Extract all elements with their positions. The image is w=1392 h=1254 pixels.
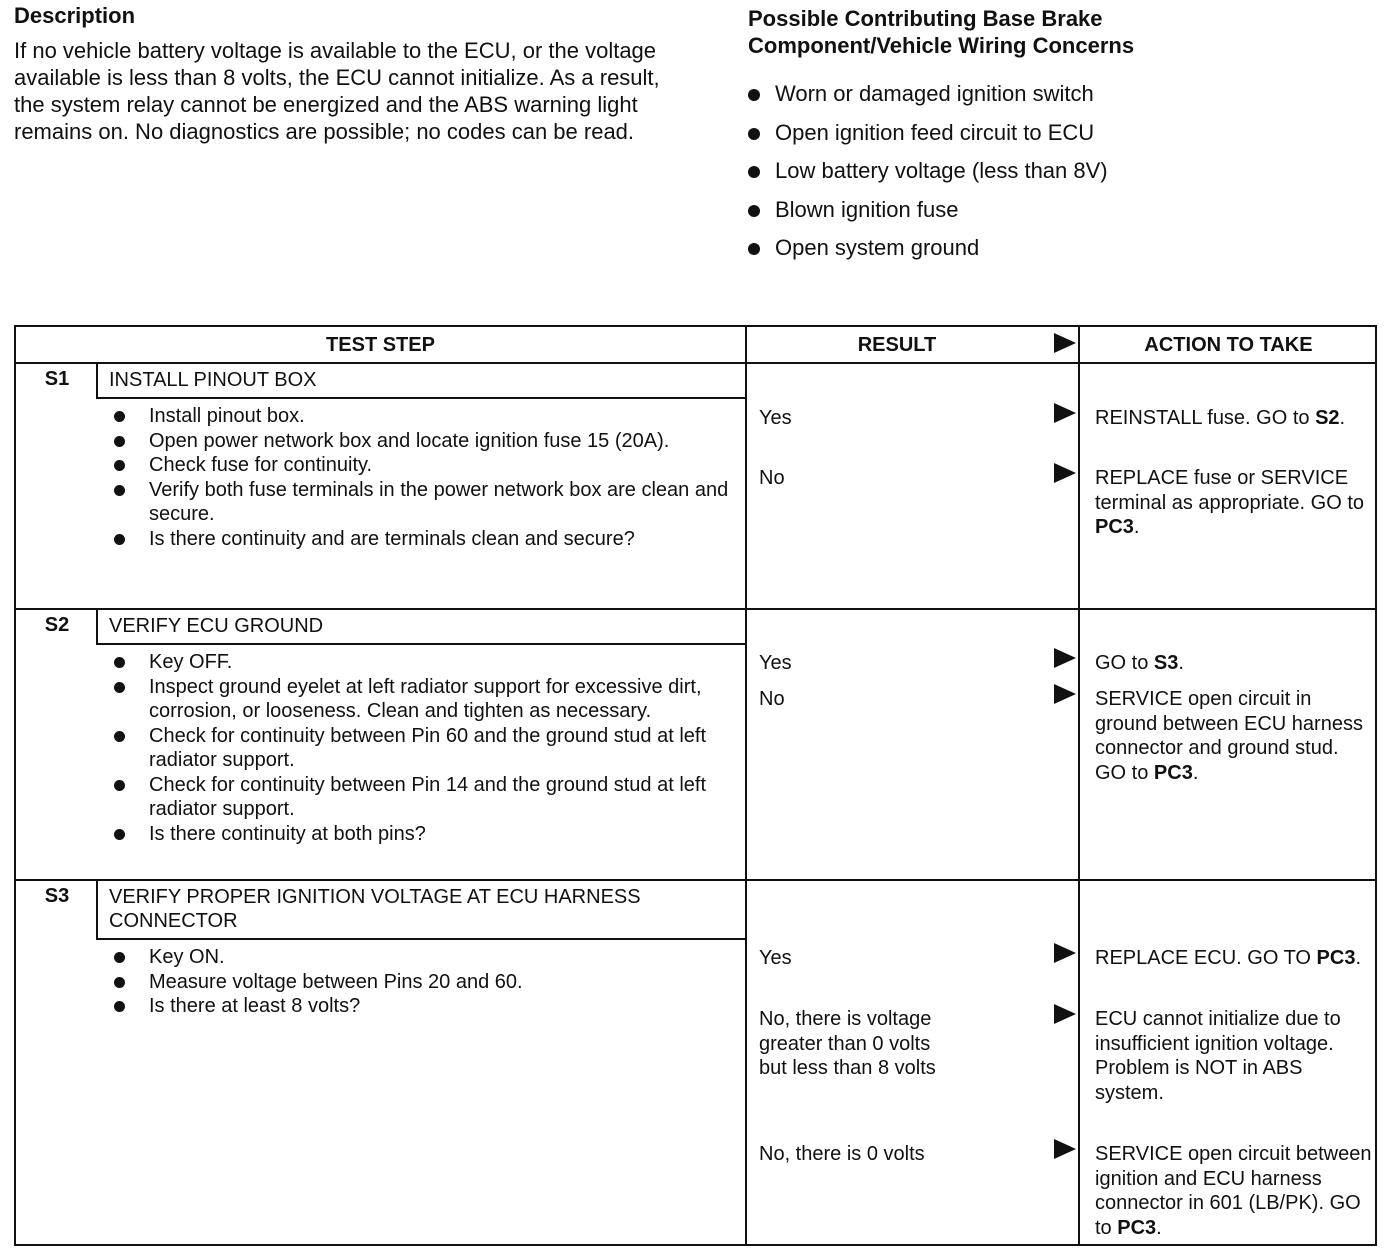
result-text: No — [759, 467, 785, 489]
action-body: REPLACE ECU. GO TO — [1095, 947, 1317, 969]
result-text: No — [759, 688, 785, 710]
step-bullet — [109, 970, 729, 995]
concern-item — [748, 152, 1368, 191]
bullet-text: Key OFF. — [149, 651, 233, 673]
test-step-table — [14, 325, 1377, 1246]
step-title: VERIFY PROPER IGNITION VOLTAGE AT ECU HARNESS CONNECTOR — [109, 886, 641, 932]
bullet-icon — [748, 166, 760, 178]
arrow-right-icon — [1054, 403, 1076, 423]
arrow-right-icon — [1054, 684, 1076, 704]
step-number: S1 — [44, 368, 70, 390]
step-bullet — [109, 724, 729, 773]
action-ref: S2 — [1315, 407, 1340, 429]
action-text — [1095, 651, 1375, 676]
concern-text: Low battery voltage (less than 8V) — [775, 158, 1108, 183]
bullet-text: Verify both fuse terminals in the power network box are clean and secure. — [149, 478, 729, 525]
step-bullets — [109, 404, 729, 551]
bullet-text: Is there continuity and are terminals clean and secure? — [149, 527, 635, 550]
bullet-icon — [114, 1001, 125, 1012]
row-divider — [16, 879, 1375, 881]
concern-text: Blown ignition fuse — [775, 196, 959, 222]
bullet-icon — [114, 657, 125, 668]
result-text: Yes — [759, 947, 792, 969]
action-body: REPLACE fuse or SERVICE terminal as appropriate. GO to — [1095, 467, 1365, 514]
concern-item — [748, 229, 1368, 268]
concerns-list — [748, 75, 1368, 268]
action-body: SERVICE open circuit between ignition and ECU harness connector in 601 (LB/PK). GO to — [1095, 1143, 1372, 1239]
arrow-right-icon — [1054, 463, 1076, 483]
bullet-text: Check for continuity between Pin 60 and the ground stud at left radiator support. — [149, 724, 707, 771]
action-body: GO to — [1095, 652, 1154, 674]
concern-item — [748, 191, 1368, 230]
arrow-right-icon — [1054, 1004, 1076, 1024]
row-divider — [16, 362, 1375, 364]
description-section — [14, 3, 694, 145]
action-body: ECU cannot initialize due to insufficient ignition voltage. Problem is NOT in ABS system. — [1095, 1008, 1341, 1104]
header-action: ACTION TO TAKE — [1144, 334, 1313, 356]
step-number: S3 — [44, 885, 70, 907]
bullet-icon — [114, 780, 125, 791]
bullet-icon — [114, 682, 125, 693]
bullet-icon — [748, 205, 760, 217]
bullet-icon — [114, 460, 125, 471]
bullet-icon — [748, 128, 760, 140]
bullet-icon — [114, 485, 125, 496]
bullet-text: Install pinout box. — [149, 405, 305, 427]
action-body: REINSTALL fuse. GO to — [1095, 407, 1316, 429]
bullet-text: Open power network box and locate ignition fuse 15 (20A). — [149, 429, 670, 452]
concerns-heading-line2: Component/Vehicle Wiring Concerns — [748, 33, 1135, 58]
action-ref: S3 — [1153, 652, 1179, 674]
bullet-text: Key ON. — [149, 946, 225, 968]
concerns-heading — [748, 5, 1368, 59]
description-heading: Description — [14, 3, 136, 28]
bullet-icon — [114, 952, 125, 963]
row-divider — [98, 643, 746, 645]
step-title: INSTALL PINOUT BOX — [109, 369, 317, 391]
step-title: VERIFY ECU GROUND — [109, 615, 324, 637]
action-ref: PC3 — [1153, 761, 1193, 784]
step-bullet — [109, 478, 729, 527]
result-text: Yes — [759, 407, 792, 429]
bullet-text: Is there continuity at both pins? — [149, 822, 426, 845]
step-bullet — [109, 404, 729, 429]
action-tail: . — [1339, 407, 1346, 429]
step-bullet — [109, 453, 729, 478]
bullet-text: Inspect ground eyelet at left radiator support for excessive dirt, corrosion, or looseness. Clean and tighten as necessary. — [149, 675, 702, 722]
description-text: If no vehicle battery voltage is available to the ECU, or the voltage available is less than 8 volts, the ECU cannot initialize. As a result, the system relay cannot be energized and the ABS warning light remains on. No diagnostics are possible; no codes can be read. — [14, 38, 660, 144]
concern-text: Worn or damaged ignition switch — [775, 81, 1094, 106]
result-text: Yes — [759, 652, 792, 674]
concern-item — [748, 114, 1368, 153]
concerns-heading-line1: Possible Contributing Base Brake — [748, 6, 1103, 31]
bullet-icon — [114, 411, 125, 422]
action-ref: PC3 — [1095, 516, 1134, 538]
row-divider — [98, 938, 746, 940]
step-bullets — [109, 650, 729, 846]
column-divider — [1078, 327, 1080, 1244]
header-result: RESULT — [857, 334, 937, 356]
result-text: No, there is voltage greater than 0 volts but less than 8 volts — [759, 1008, 936, 1079]
bullet-text: Measure voltage between Pins 20 and 60. — [149, 970, 523, 993]
step-bullet — [109, 429, 729, 454]
action-text — [1095, 406, 1375, 431]
step-bullets — [109, 945, 729, 1019]
arrow-right-icon — [1054, 648, 1076, 668]
bullet-text: Check for continuity between Pin 14 and the ground stud at left radiator support. — [149, 773, 707, 820]
action-text — [1095, 1142, 1375, 1240]
action-tail: . — [1178, 652, 1184, 674]
bullet-icon — [114, 977, 125, 988]
concern-item — [748, 75, 1368, 114]
step-bullet — [109, 650, 729, 675]
row-divider — [98, 397, 746, 399]
step-bullet — [109, 527, 729, 552]
arrow-right-icon — [1054, 333, 1076, 353]
action-text — [1095, 466, 1375, 540]
bullet-text: Is there at least 8 volts? — [149, 995, 361, 1017]
step-number: S2 — [44, 614, 70, 636]
concern-text: Open ignition feed circuit to ECU — [775, 119, 1095, 145]
action-body: SERVICE open circuit in ground between ECU harness connector and ground stud. GO to — [1095, 688, 1363, 784]
bullet-text: Check fuse for continuity. — [149, 454, 373, 476]
step-bullet — [109, 773, 729, 822]
header-test-step: TEST STEP — [326, 334, 435, 356]
action-tail: . — [1355, 947, 1362, 969]
arrow-right-icon — [1054, 943, 1076, 963]
step-bullet — [109, 945, 729, 970]
bullet-icon — [114, 534, 125, 545]
action-ref: PC3 — [1117, 1216, 1157, 1239]
bullet-icon — [114, 436, 125, 447]
concerns-section — [748, 5, 1368, 268]
column-divider — [745, 327, 747, 1244]
step-bullet — [109, 675, 729, 724]
action-text — [1095, 687, 1375, 785]
action-ref: PC3 — [1316, 947, 1356, 969]
step-bullet — [109, 822, 729, 847]
bullet-icon — [748, 89, 760, 101]
arrow-right-icon — [1054, 1139, 1076, 1159]
row-divider — [16, 608, 1375, 610]
action-tail: . — [1133, 516, 1140, 538]
bullet-icon — [114, 731, 125, 742]
bullet-icon — [114, 829, 125, 840]
result-text: No, there is 0 volts — [759, 1143, 925, 1165]
bullet-icon — [748, 243, 760, 255]
action-tail: . — [1156, 1216, 1162, 1239]
step-bullet — [109, 994, 729, 1019]
action-text — [1095, 946, 1375, 971]
action-text — [1095, 1007, 1375, 1105]
concern-text: Open system ground — [775, 235, 980, 260]
action-tail: . — [1192, 761, 1199, 784]
